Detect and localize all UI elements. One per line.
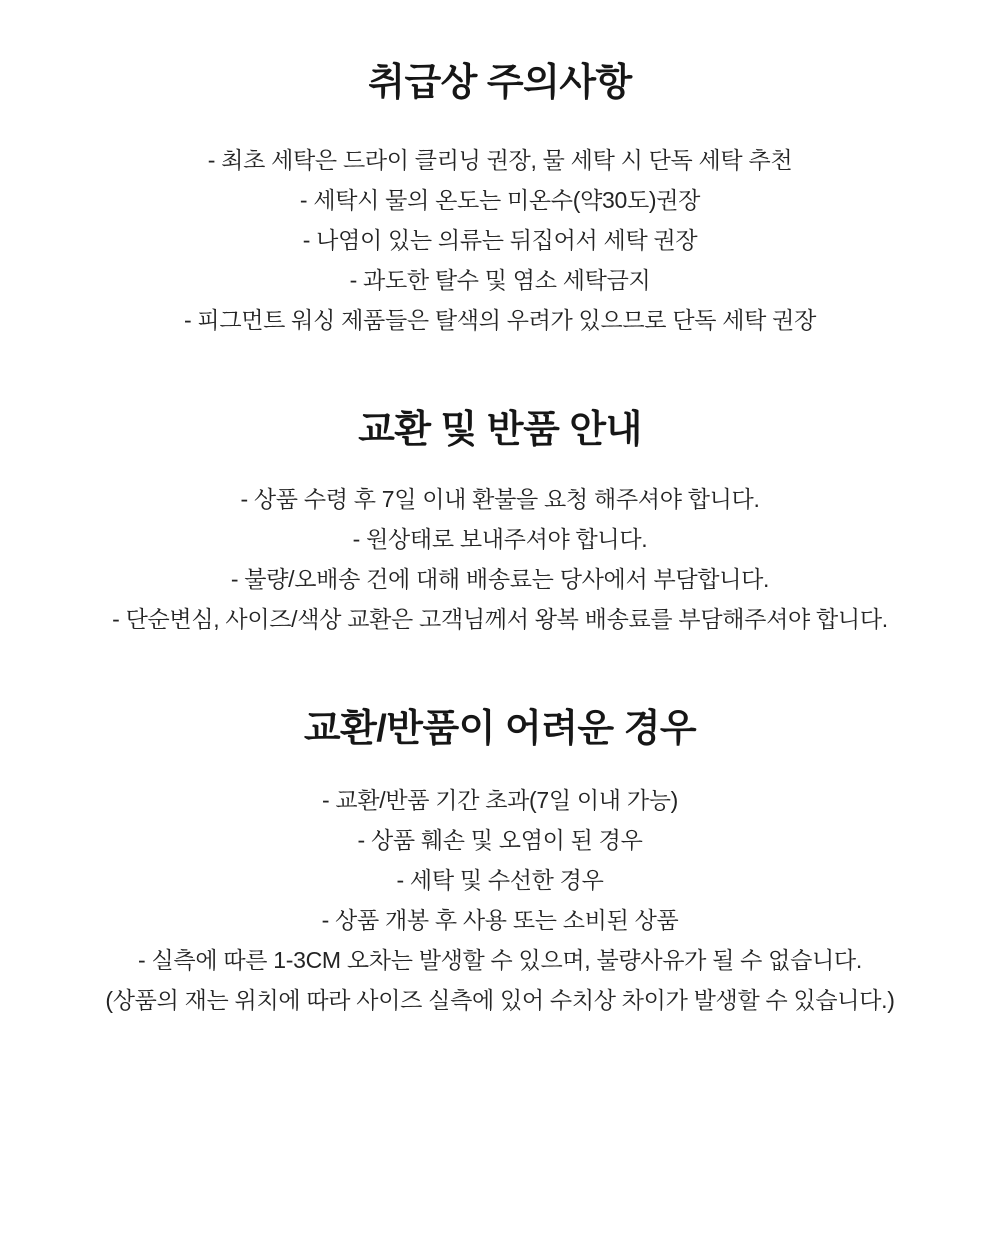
notice-line: - 과도한 탈수 및 염소 세탁금지 — [349, 267, 651, 293]
exchange-return-restrictions-title: 교환/반품이 어려운 경우 — [303, 708, 697, 750]
notice-line: - 교환/반품 기간 초과(7일 이내 가능) — [321, 787, 679, 813]
notice-line: - 상품 개봉 후 사용 또는 소비된 상품 — [321, 907, 679, 933]
notice-line: - 불량/오배송 건에 대해 배송료는 당사에서 부담합니다. — [230, 566, 770, 592]
notice-line: - 피그먼트 워싱 제품들은 탈색의 우려가 있으므로 단독 세탁 권장 — [183, 307, 817, 333]
notice-line: - 단순변심, 사이즈/색상 교환은 고객님께서 왕복 배송료를 부담해주셔야 합니다. — [112, 606, 888, 632]
exchange-return-guide-lines — [0, 479, 1000, 639]
notice-line: - 세탁시 물의 온도는 미온수(약30도)권장 — [299, 187, 701, 213]
section-exchange-return-guide — [0, 402, 1000, 639]
handling-precautions-lines — [0, 140, 1000, 340]
handling-precautions-title: 취급상 주의사항 — [368, 62, 632, 104]
exchange-return-restrictions-lines — [0, 780, 1000, 1020]
notice-line: - 최초 세탁은 드라이 클리닝 권장, 물 세탁 시 단독 세탁 추천 — [207, 147, 793, 173]
notice-line: - 실측에 따른 1-3CM 오차는 발생할 수 있으며, 불량사유가 될 수 없습니다. — [138, 947, 862, 973]
notice-line: (상품의 재는 위치에 따라 사이즈 실측에 있어 수치상 차이가 발생할 수 있습니다.) — [105, 987, 895, 1013]
section-exchange-return-restrictions — [0, 701, 1000, 1020]
notice-line: - 상품 훼손 및 오염이 된 경우 — [357, 827, 643, 853]
exchange-return-guide-title: 교환 및 반품 안내 — [358, 409, 642, 451]
notice-line: - 원상태로 보내주셔야 합니다. — [352, 526, 648, 552]
section-handling-precautions — [0, 0, 1000, 340]
notice-line: - 세탁 및 수선한 경우 — [396, 867, 604, 893]
notice-line: - 나염이 있는 의류는 뒤집어서 세탁 권장 — [302, 227, 698, 253]
notice-line: - 상품 수령 후 7일 이내 환불을 요청 해주셔야 합니다. — [240, 486, 760, 512]
